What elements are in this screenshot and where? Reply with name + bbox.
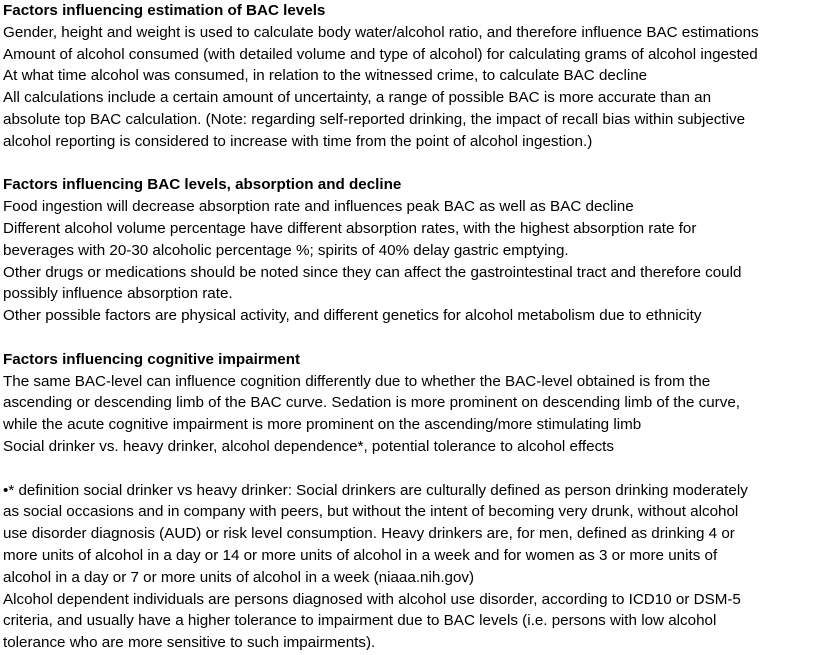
text-line: Different alcohol volume percentage have different absorption rates, with the highest absorption rate for bbox=[3, 219, 697, 237]
text-line: possibly influence absorption rate. bbox=[3, 285, 233, 303]
text-line: Amount of alcohol consumed (with detailed volume and type of alcohol) for calculating grams of alcohol ingested bbox=[3, 45, 758, 63]
footnote-line: as social occasions and in company with peers, but without the intent of becoming very drunk, without alcohol bbox=[3, 503, 739, 521]
text-line: Food ingestion will decrease absorption rate and influences peak BAC as well as BAC decline bbox=[3, 198, 634, 216]
text-line: absolute top BAC calculation. (Note: regarding self-reported drinking, the impact of recall bias within subjective bbox=[3, 110, 746, 128]
footnote-line: alcohol in a day or 7 or more units of alcohol in a week (niaaa.nih.gov) bbox=[3, 568, 475, 586]
footnote-line: use disorder diagnosis (AUD) or risk level consumption. Heavy drinkers are, for men, defined as drinking 4 or bbox=[3, 525, 735, 543]
text-line: The same BAC-level can influence cognition differently due to whether the BAC-level obtained is from the bbox=[3, 372, 711, 390]
text-line: At what time alcohol was consumed, in relation to the witnessed crime, to calculate BAC decline bbox=[3, 67, 648, 85]
text-line: beverages with 20-30 alcoholic percentage %; spirits of 40% delay gastric emptying. bbox=[3, 241, 569, 259]
section-spacer bbox=[3, 458, 826, 480]
text-line: ascending or descending limb of the BAC curve. Sedation is more prominent on descending limb of the curve, bbox=[3, 394, 741, 412]
footnote-line: •* definition social drinker vs heavy drinker: Social drinkers are culturally defined as person drinking moderately bbox=[3, 481, 748, 499]
text-line: Social drinker vs. heavy drinker, alcohol dependence*, potential tolerance to alcohol effects bbox=[3, 437, 614, 455]
section-spacer bbox=[3, 153, 826, 175]
section-spacer bbox=[3, 327, 826, 349]
section-cognitive-impairment bbox=[3, 349, 826, 458]
footnote-line: tolerance who are more sensitive to such impairments). bbox=[3, 634, 376, 652]
text-line: Other drugs or medications should be noted since they can affect the gastrointestinal tract and therefore could bbox=[3, 263, 742, 281]
footnote-line: Alcohol dependent individuals are persons diagnosed with alcohol use disorder, according to ICD10 or DSM-5 bbox=[3, 590, 741, 608]
footnote-line: more units of alcohol in a day or 14 or more units of alcohol in a week and for women as 3 or more units of bbox=[3, 546, 718, 564]
section-heading: Factors influencing estimation of BAC levels bbox=[3, 2, 326, 19]
text-line: All calculations include a certain amount of uncertainty, a range of possible BAC is more accurate than an bbox=[3, 89, 712, 107]
section-bac-estimation bbox=[3, 0, 826, 153]
text-line: Gender, height and weight is used to calculate body water/alcohol ratio, and therefore influence BAC estimations bbox=[3, 23, 759, 41]
text-line: alcohol reporting is considered to increase with time from the point of alcohol ingestion.) bbox=[3, 132, 593, 150]
text-line: while the acute cognitive impairment is more prominent on the ascending/more stimulating limb bbox=[3, 416, 642, 434]
section-bac-absorption bbox=[3, 174, 826, 327]
footnote-definitions bbox=[3, 480, 826, 654]
section-heading: Factors influencing cognitive impairment bbox=[3, 350, 301, 368]
footnote-line: criteria, and usually have a higher tolerance to impairment due to BAC levels (i.e. persons with low alcohol bbox=[3, 612, 717, 630]
text-line: Other possible factors are physical activity, and different genetics for alcohol metabolism due to ethnicity bbox=[3, 307, 702, 325]
section-heading: Factors influencing BAC levels, absorption and decline bbox=[3, 176, 402, 194]
